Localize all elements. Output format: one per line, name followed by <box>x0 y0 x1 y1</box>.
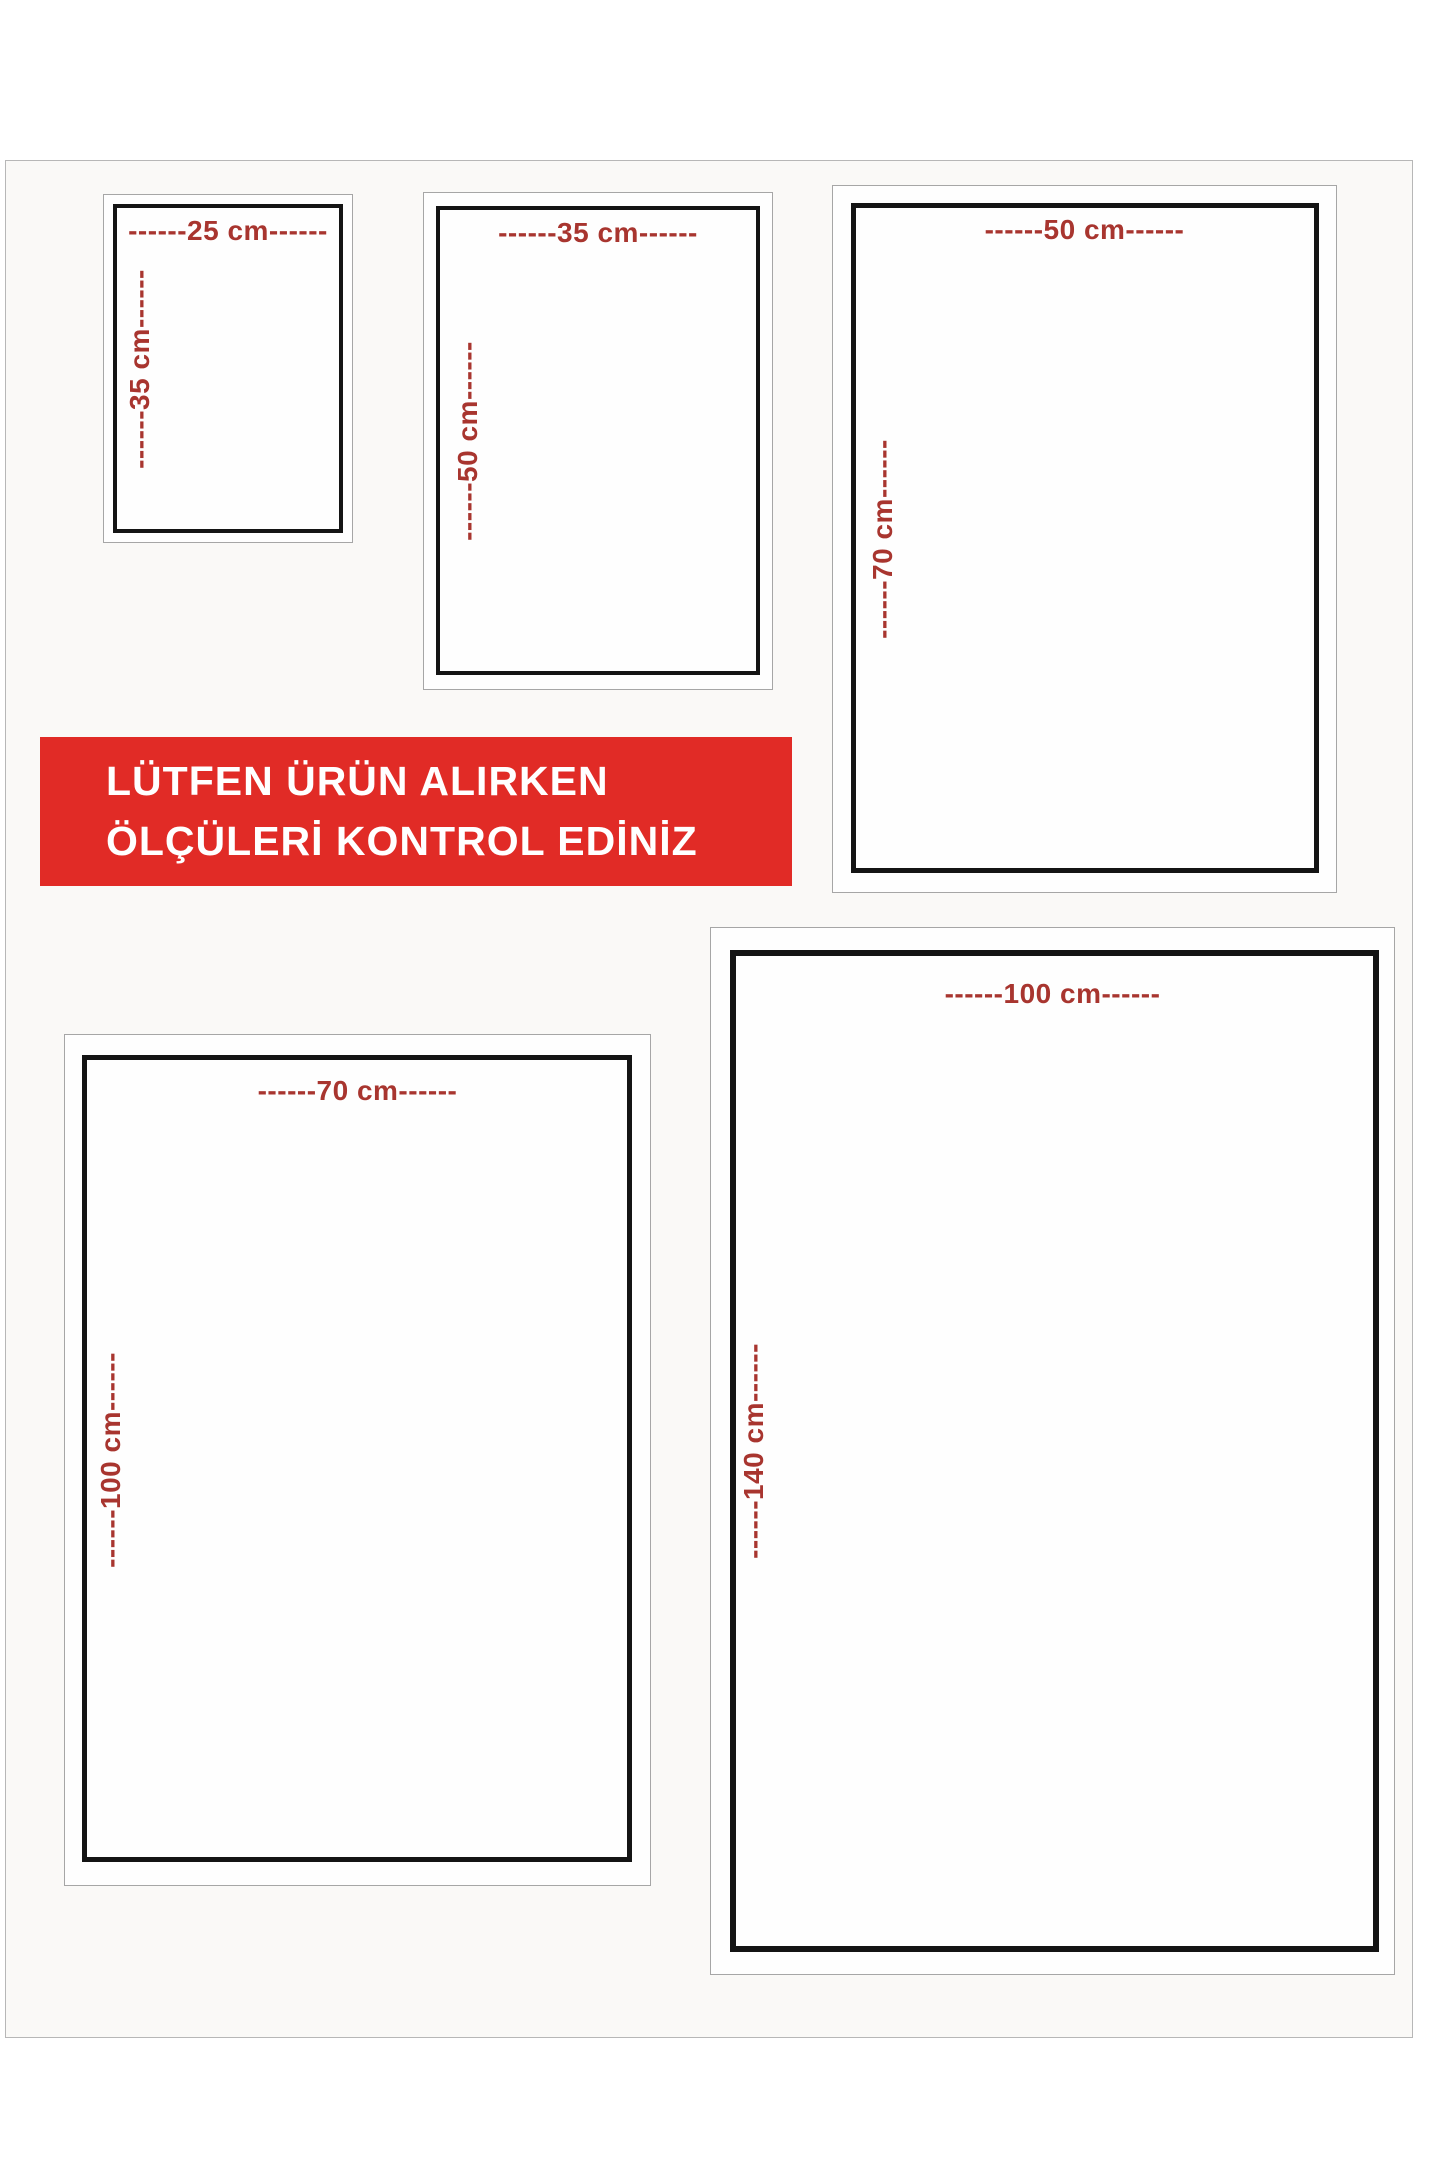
width-label-70cm: ------70 cm------ <box>257 1075 458 1106</box>
size-box-100x140-border <box>730 950 1379 1952</box>
warning-banner-line1: LÜTFEN ÜRÜN ALIRKEN <box>106 758 609 805</box>
size-box-35x50-border <box>436 206 760 675</box>
size-box-50x70 <box>832 185 1337 893</box>
warning-banner-line2: ÖLÇÜLERİ KONTROL EDİNİZ <box>106 817 698 864</box>
size-box-70x100 <box>64 1034 651 1886</box>
size-box-70x100-border <box>82 1055 632 1862</box>
width-label-50cm: ------50 cm------ <box>984 214 1185 245</box>
height-label-70cm: ------70 cm------ <box>867 439 898 639</box>
width-label-100cm: ------100 cm------ <box>944 978 1161 1009</box>
height-label-50cm: ------50 cm------ <box>452 341 483 541</box>
height-label-35cm: ------35 cm------ <box>124 268 155 469</box>
width-label-25cm: ------25 cm------ <box>128 215 328 246</box>
warning-banner <box>40 737 792 886</box>
height-label-140cm: ------140 cm------ <box>738 1343 769 1559</box>
size-box-100x140 <box>710 927 1395 1975</box>
size-box-35x50 <box>423 192 773 690</box>
size-box-25x35 <box>103 194 353 543</box>
width-label-35cm: ------35 cm------ <box>498 217 698 248</box>
size-box-50x70-border <box>851 203 1319 873</box>
height-label-100cm: ------100 cm------ <box>95 1352 126 1568</box>
